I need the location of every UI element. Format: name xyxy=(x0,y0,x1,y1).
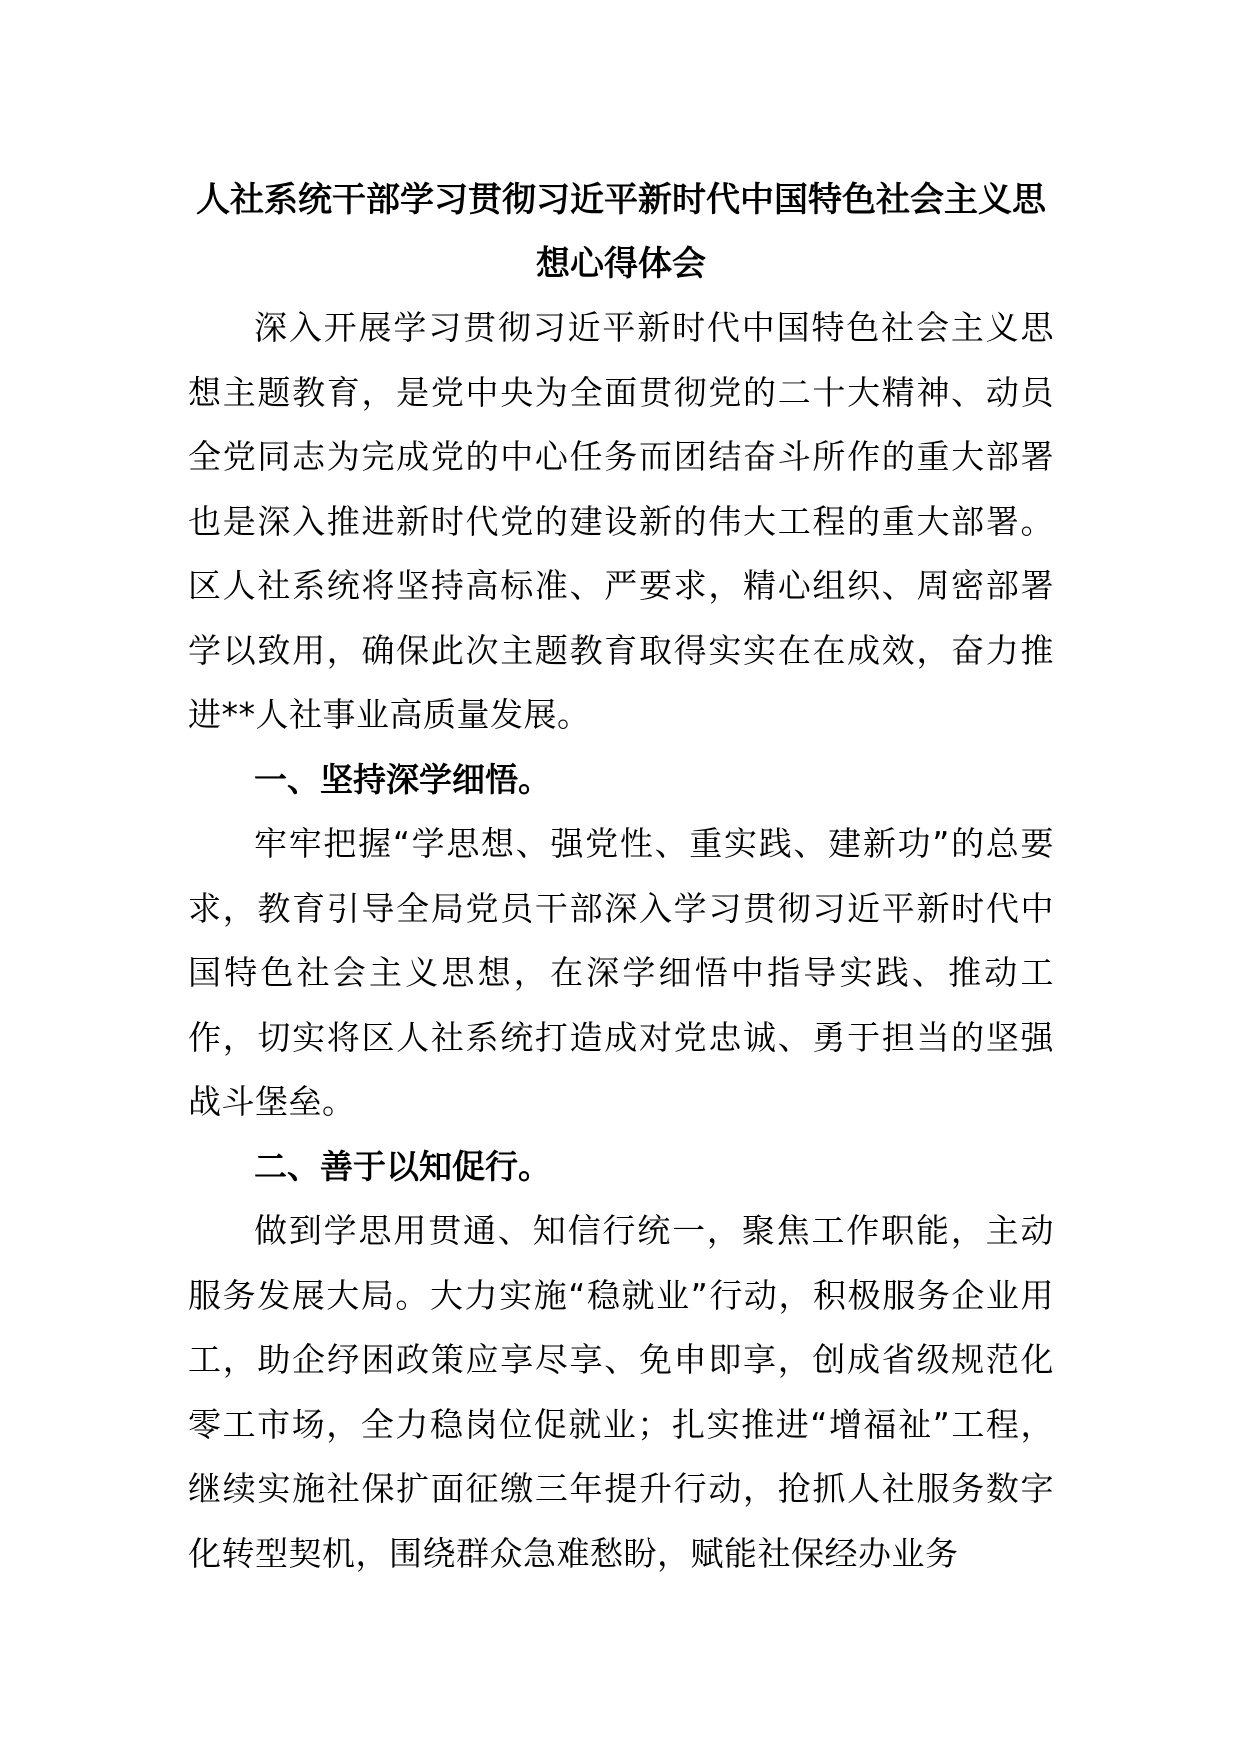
document-content xyxy=(188,168,1054,1586)
section-1-heading: 一、坚持深学细悟。 xyxy=(254,759,551,799)
intro-paragraph: 深入开展学习贯彻习近平新时代中国特色社会主义思想主题教育，是党中央为全面贯彻党的二十大精神、动员全党同志为完成党的中心任务而团结奋斗所作的重大部署也是深入推进新时代党的建设新的伟大工程的重大部署。区人社系统将坚持高标准、严要求，精心组织、周密部署学以致用，确保此次主题教育取得实实在在成效，奋力推进**人社事业高质量发展。 xyxy=(188,308,1054,734)
title-line-2: 想心得体会 xyxy=(536,244,706,284)
document-title xyxy=(188,168,1054,296)
section-1-paragraph: 牢牢把握“学思想、强党性、重实践、建新功”的总要求，教育引导全局党员干部深入学习贯彻习近平新时代中国特色社会主义思想，在深学细悟中指导实践、推动工作，切实将区人社系统打造成对党忠诚、勇于担当的坚强战斗堡垒。 xyxy=(188,824,1054,1121)
title-line-1: 人社系统干部学习贯彻习近平新时代中国特色社会主义思 xyxy=(196,180,1046,220)
section-2-paragraph: 做到学思用贯通、知信行统一，聚焦工作职能，主动服务发展大局。大力实施“稳就业”行动，积极服务企业用工，助企纾困政策应享尽享、免申即享，创成省级规范化零工市场，全力稳岗位促就业；扎实推进“增福祉”工程，继续实施社保扩面征缴三年提升行动，抢抓人社服务数字化转型契机，围绕群众急难愁盼，赋能社保经办业务 xyxy=(188,1211,1054,1573)
section-2-heading: 二、善于以知促行。 xyxy=(254,1146,551,1186)
